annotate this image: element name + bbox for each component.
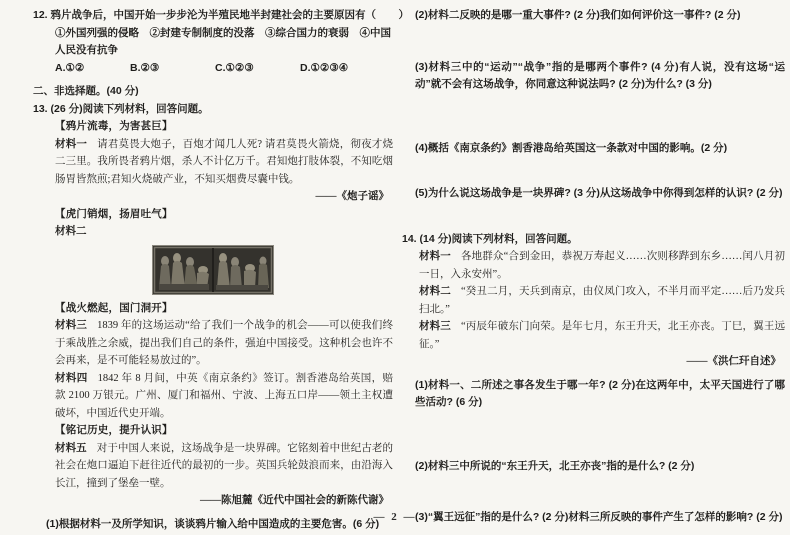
page-number: — 2 — [373, 511, 417, 523]
q14-material-3-text: “丙辰年破东门向荣。是年七月，东王升天，北王亦丧。丁巳，翼王远征。” [419, 321, 786, 350]
q13-subquestion-2: (2)材料二反映的是哪一重大事件? (2 分)我们如何评价这一事件? (2 分) [415, 9, 741, 21]
q13-material-2 [33, 223, 393, 241]
material-1-text: 请君莫畏大炮子，百炮才闻几人死? 请君莫畏火箭烧，彻夜才烧二三里。我所畏者鸦片烟，杀人不计亿万千。君知炮打肢体裂，不知吃烟肠胃皆熬煎;君知火烧破产业，不知买烟费尽囊中钱。 [55, 138, 393, 185]
q14-material-1-text: 各地群众“合到金田，恭祝万寿起义……次则移跸到东乡……闰八月初一日，入永安州”。 [419, 251, 785, 280]
q14-material-1-label: 材料一 [419, 250, 451, 262]
q13-material-3 [33, 317, 393, 370]
q13-material-1 [33, 136, 393, 189]
left-column [33, 7, 416, 533]
q14-subquestion-2: (2)材料三中所说的“东王升天，北王亦丧”指的是什么? (2 分) [415, 459, 695, 472]
choice-b: B.②③ [130, 61, 160, 74]
material-5-source: ——陈旭麓《近代中国社会的新陈代谢》 [200, 495, 389, 506]
q14-material-3 [402, 318, 785, 353]
q13-material-4 [33, 370, 393, 423]
q13-heading-humen: 【虎门销烟，扬眉吐气】 [55, 207, 173, 220]
q14-material-3-label: 材料三 [419, 320, 451, 332]
material-1-source: ——《炮子谣》 [315, 191, 389, 202]
q14-material-1 [402, 248, 785, 283]
q13-subquestion-3: (3)材料三中的“运动”“战争”指的是哪两个事件? (4 分)有人说，没有这场“运动”就不会有这场战争，你同意这种说法吗? (2 分)为什么? (3 分) [415, 60, 785, 90]
choice-a: A.①② [55, 61, 85, 74]
choice-c: C.①②③ [215, 61, 254, 74]
humen-relief-image [153, 246, 273, 294]
question-12-choices [33, 60, 393, 78]
material-3-label: 材料三 [55, 319, 88, 331]
material-4-label: 材料四 [55, 371, 88, 384]
answer-bracket: （ ） [365, 9, 416, 21]
section-2-header: 二、非选择题。(40 分) [33, 85, 139, 97]
q13-heading-war: 【战火燃起，国门洞开】 [55, 301, 173, 314]
q13-subquestion-1: (1)根据材料一及所学知识，谈谈鸦片输入给中国造成的主要危害。(6 分) [46, 517, 380, 530]
q13-subquestion-5: (5)为什么说这场战争是一块界碑? (3 分)从这场战争中你得到怎样的认识? (2 分) [415, 187, 783, 199]
q13-heading-opium-harm: 【鸦片流毒，为害甚巨】 [55, 120, 173, 132]
question-12-stem-line [33, 7, 416, 25]
question-14-intro: 14. (14 分)阅读下列材料，回答问题。 [402, 232, 578, 245]
right-column [402, 7, 785, 527]
material-1-label: 材料一 [55, 137, 88, 150]
q14-material-2-label: 材料二 [419, 285, 451, 297]
material-4-text: 1842 年 8 月间，中英《南京条约》签订。割香港岛给英国，赔款 2100 万银元。广州、厦门和福州、宁波、上海五口岸——领土主权遭破坏，中国近代史开端。 [55, 372, 394, 419]
material-3-text: 1839 年的这场运动“给了我们一个战争的机会——可以使我们终于乘战胜之余威，提出我们自己的条件，强迫中国接受。这种机会也许不会再来，是不可能轻易放过的”。 [55, 320, 394, 366]
material-5-text: 对于中国人来说，这场战争是一块界碑。它铭刻着中世纪古老的社会在炮口逼迫下赶往近代的最初的一步。英国兵轮鼓浪而来，由沿海入长江，撞到了堡垒一壁。 [55, 442, 393, 489]
q14-source: ——《洪仁玕自述》 [686, 356, 781, 367]
q13-subquestion-4: (4)概括《南京条约》割香港岛给英国这一条款对中国的影响。(2 分) [415, 141, 728, 154]
choice-d: D.①②③④ [300, 61, 349, 74]
q13-heading-reflect: 【铭记历史，提升认识】 [55, 424, 173, 436]
material-2-figure [33, 246, 393, 294]
q13-material-5 [33, 440, 393, 493]
q14-subquestion-1: (1)材料一、二所述之事各发生于哪一年? (2 分)在这两年中，太平天国进行了哪些活动? (6 分) [415, 378, 785, 408]
q14-material-2 [402, 283, 785, 318]
question-12-stem: 12. 鸦片战争后，中国开始一步步沦为半殖民地半封建社会的主要原因有 [33, 9, 366, 21]
q14-subquestion-3: (3)“翼王远征”指的是什么? (2 分)材料三所反映的事件产生了怎样的影响? (2 分) [415, 511, 783, 523]
question-12-options: ①外国列强的侵略 ②封建专制制度的没落 ③综合国力的衰弱 ④中国人民没有抗争 [55, 26, 391, 56]
q14-material-2-text: “癸丑二月，天兵到南京，由仪凤门攻入，不半月而平定……后乃发兵扫北。” [419, 286, 785, 315]
material-2-label: 材料二 [55, 225, 87, 237]
material-5-label: 材料五 [55, 441, 87, 454]
question-13-intro: 13. (26 分)阅读下列材料，回答问题。 [33, 102, 209, 115]
